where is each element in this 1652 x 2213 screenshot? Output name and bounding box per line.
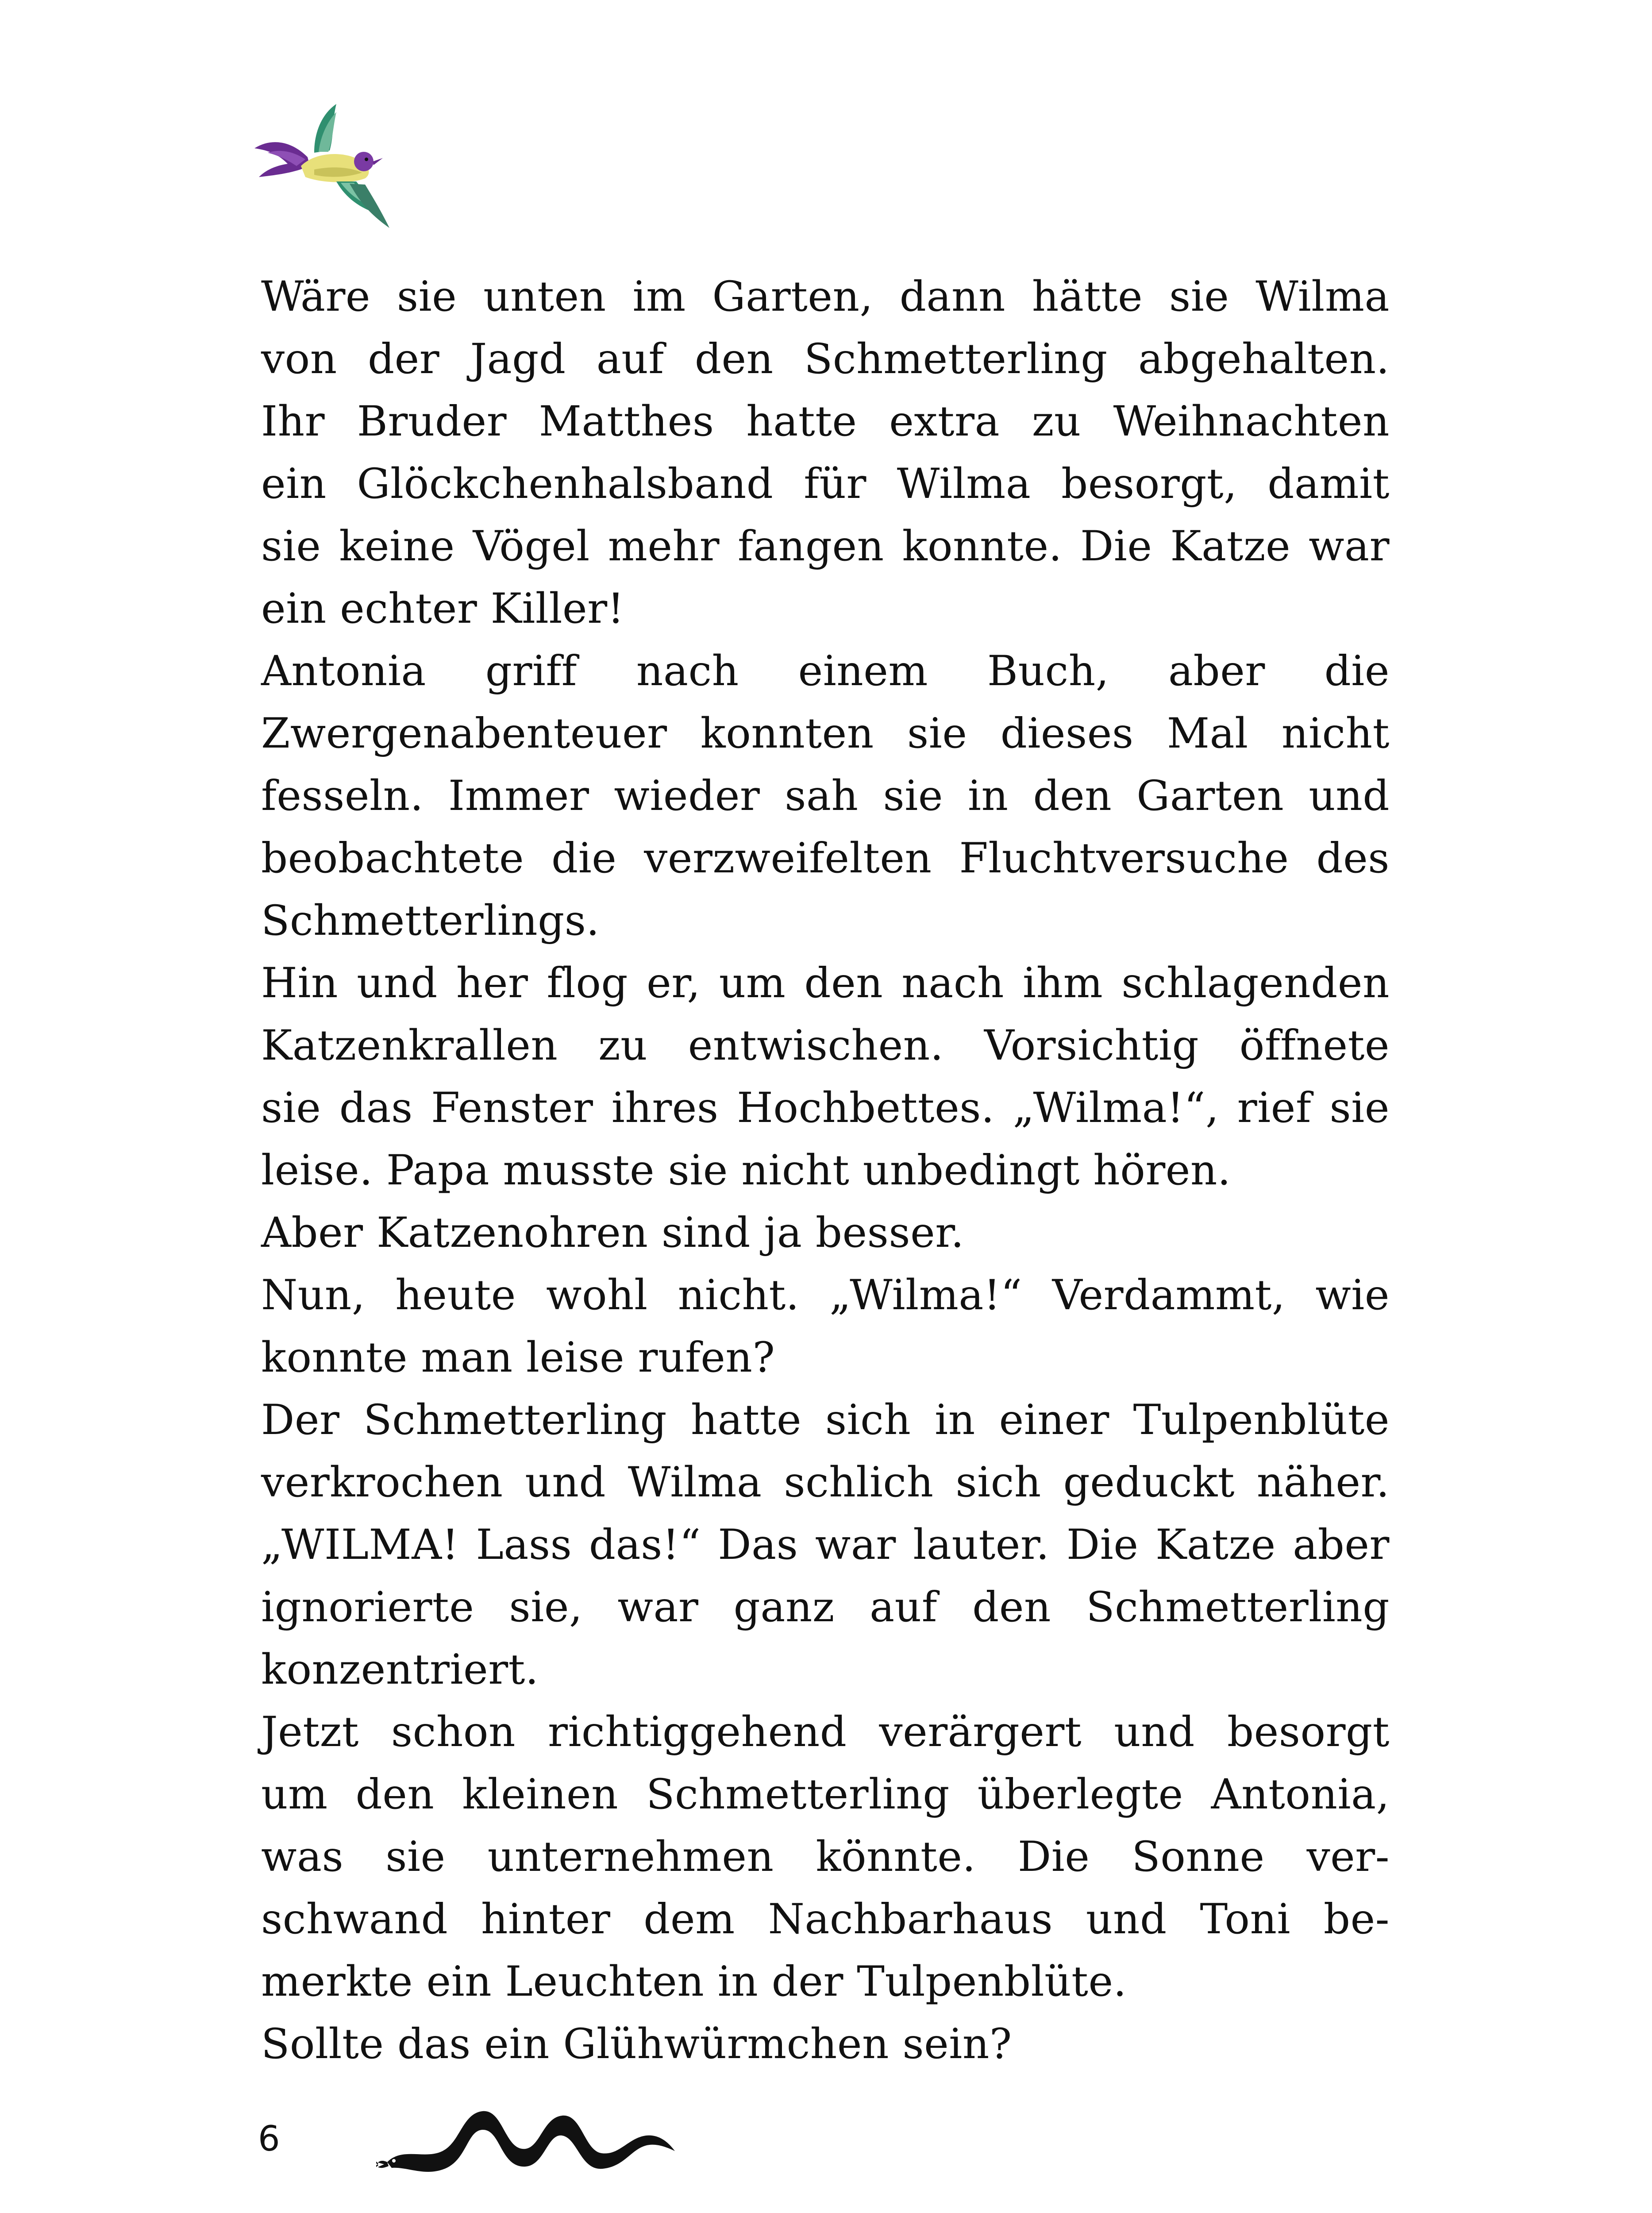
text-line: Ihr Bruder Matthes hatte extra zu Weihnachten <box>261 397 1390 446</box>
text-line: fesseln. Immer wieder sah sie in den Garten und <box>261 772 1390 820</box>
text-line: Katzenkrallen zu entwischen. Vorsichtig öffnete <box>261 1022 1390 1070</box>
text-line: Aber Katzenohren sind ja besser. <box>261 1209 964 1257</box>
text-line: ein Glöckchenhalsband für Wilma besorgt, damit <box>261 460 1390 508</box>
text-line: sie keine Vögel mehr fangen konnte. Die Katze war <box>261 522 1390 571</box>
text-line: sie das Fenster ihres Hochbettes. „Wilma!“, rief sie <box>261 1084 1390 1132</box>
text-line: konzentriert. <box>261 1646 539 1694</box>
text-line: leise. Papa musste sie nicht unbedingt hören. <box>261 1146 1231 1195</box>
text-line: merkte ein Leuchten in der Tulpenblüte. <box>261 1958 1127 2006</box>
text-line: Antonia griff nach einem Buch, aber die <box>261 647 1390 695</box>
bird-icon <box>248 100 398 232</box>
text-line: Nun, heute wohl nicht. „Wilma!“ Verdammt, wie <box>261 1271 1390 1319</box>
text-line: Wäre sie unten im Garten, dann hätte sie Wilma <box>261 273 1390 321</box>
text-line: ein echter Killer! <box>261 585 624 633</box>
text-line: Zwergenabenteuer konnten sie dieses Mal nicht <box>261 709 1390 758</box>
text-line: Schmetterlings. <box>261 897 600 945</box>
text-line: Der Schmetterling hatte sich in einer Tulpenblüte <box>261 1396 1390 1444</box>
text-line: „WILMA! Lass das!“ Das war lauter. Die Katze aber <box>261 1521 1390 1569</box>
story-text <box>261 266 1390 2075</box>
snake-icon <box>376 2093 686 2186</box>
text-line: um den kleinen Schmetterling überlegte Antonia, <box>261 1770 1390 1819</box>
page-number: 6 <box>258 2119 280 2159</box>
text-line: beobachtete die verzweifelten Fluchtversuche des <box>261 834 1390 883</box>
text-line: verkrochen und Wilma schlich sich geduckt näher. <box>261 1458 1390 1507</box>
text-line: von der Jagd auf den Schmetterling abgehalten. <box>261 335 1390 383</box>
text-line: schwand hinter dem Nachbarhaus und Toni be- <box>261 1895 1390 1943</box>
text-line: konnte man leise rufen? <box>261 1334 775 1382</box>
text-line: was sie unternehmen könnte. Die Sonne ver- <box>261 1833 1390 1881</box>
text-line: ignorierte sie, war ganz auf den Schmetterling <box>261 1583 1390 1631</box>
text-line: Hin und her flog er, um den nach ihm schlagenden <box>261 959 1390 1007</box>
text-line: Jetzt schon richtiggehend verärgert und besorgt <box>261 1708 1390 1756</box>
text-line: Sollte das ein Glühwürmchen sein? <box>261 2020 1012 2068</box>
